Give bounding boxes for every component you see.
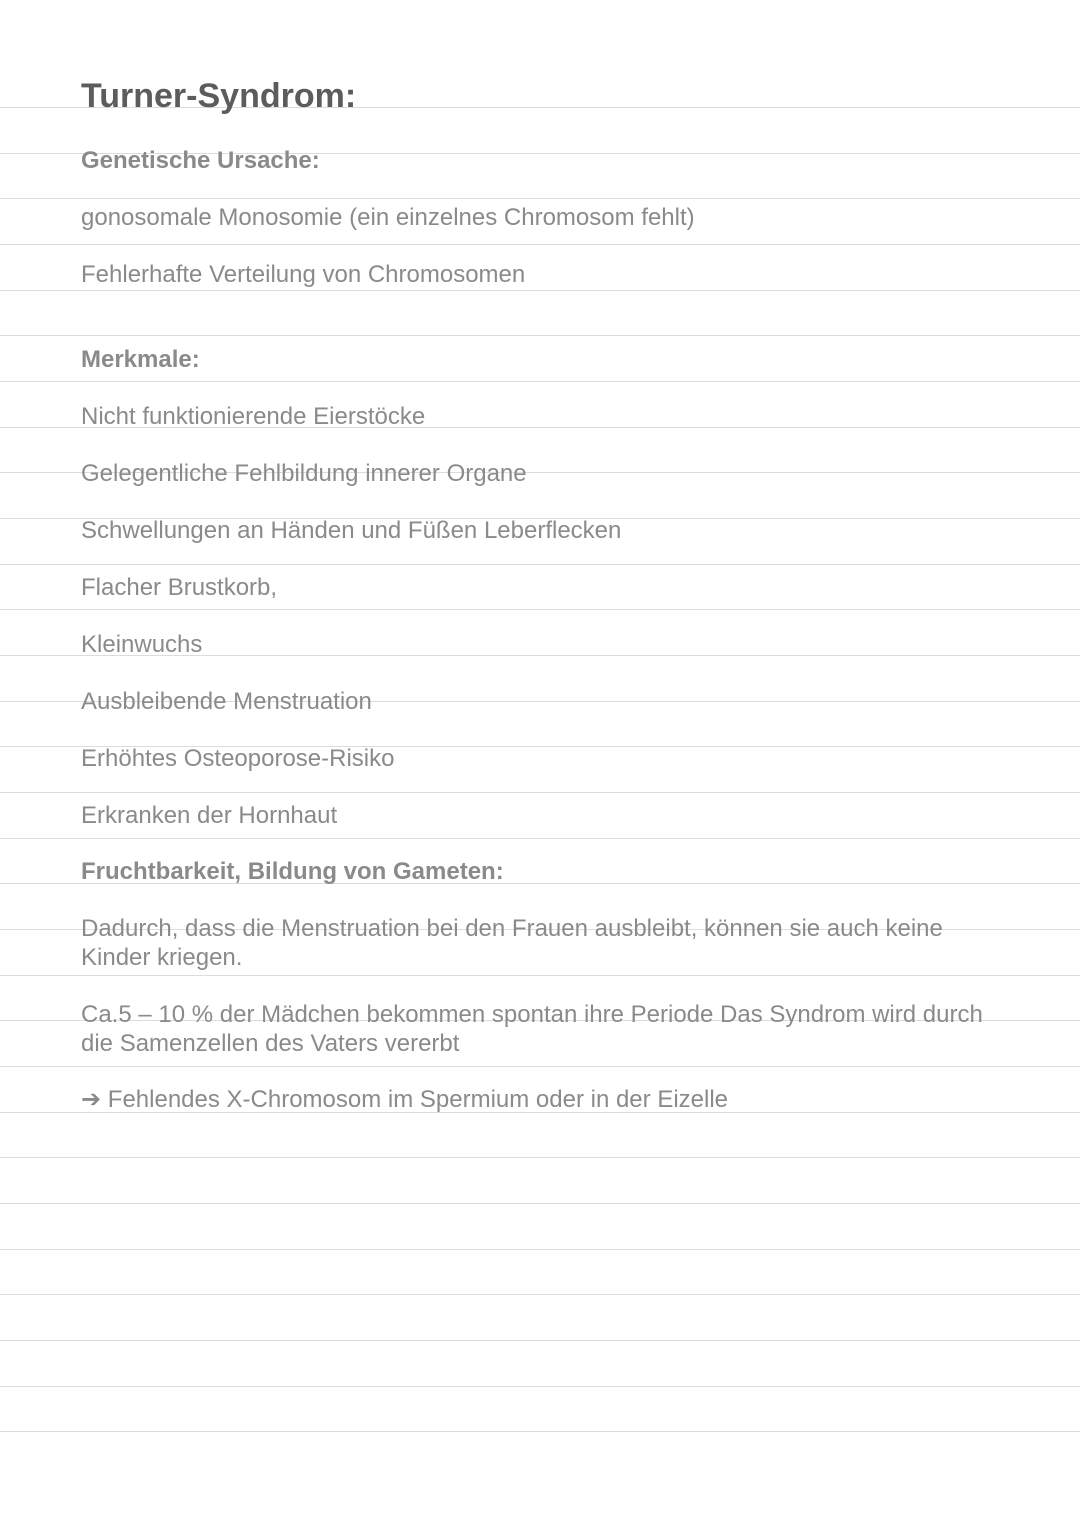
ruled-line xyxy=(0,198,1080,199)
ruled-line xyxy=(0,381,1080,382)
feature-line: Nicht funktionierende Eierstöcke xyxy=(81,403,426,430)
ruled-line xyxy=(0,1340,1080,1341)
feature-line: Kleinwuchs xyxy=(81,631,203,658)
feature-line: Flacher Brustkorb, xyxy=(81,574,278,601)
ruled-line xyxy=(0,290,1080,291)
feature-line: Erkranken der Hornhaut xyxy=(81,802,338,829)
ruled-line xyxy=(0,564,1080,565)
ruled-line xyxy=(0,792,1080,793)
ruled-line xyxy=(0,1249,1080,1250)
ruled-line xyxy=(0,335,1080,336)
fertility-paragraph: Dadurch, dass die Menstruation bei den Frauen ausbleibt, können sie auch keine Kinder kriegen. xyxy=(81,915,943,971)
ruled-line xyxy=(0,1431,1080,1432)
feature-line: Ausbleibende Menstruation xyxy=(81,688,372,715)
ruled-line xyxy=(0,1203,1080,1204)
ruled-line xyxy=(0,975,1080,976)
ruled-line xyxy=(0,1386,1080,1387)
section-heading-features: Merkmale: xyxy=(81,346,200,373)
section-heading-genetic-cause: Genetische Ursache: xyxy=(81,147,320,174)
cause-line: gonosomale Monosomie (ein einzelnes Chromosom fehlt) xyxy=(81,204,695,231)
conclusion-arrow-line: ➔ Fehlendes X-Chromosom im Spermium oder in der Eizelle xyxy=(81,1086,729,1113)
ruled-line xyxy=(0,1294,1080,1295)
fertility-paragraph: Ca.5 – 10 % der Mädchen bekommen spontan ihre Periode Das Syndrom wird durch die Samenzellen des Vaters vererbt xyxy=(81,1001,983,1057)
page-title: Turner-Syndrom: xyxy=(81,77,357,115)
ruled-line xyxy=(0,1066,1080,1067)
feature-line: Erhöhtes Osteoporose-Risiko xyxy=(81,745,395,772)
ruled-line xyxy=(0,609,1080,610)
ruled-line xyxy=(0,838,1080,839)
section-heading-fertility: Fruchtbarkeit, Bildung von Gameten: xyxy=(81,858,504,885)
feature-line: Gelegentliche Fehlbildung innerer Organe xyxy=(81,460,527,487)
ruled-line xyxy=(0,244,1080,245)
ruled-line xyxy=(0,1157,1080,1158)
cause-line: Fehlerhafte Verteilung von Chromosomen xyxy=(81,261,526,288)
feature-line: Schwellungen an Händen und Füßen Leberflecken xyxy=(81,517,622,544)
